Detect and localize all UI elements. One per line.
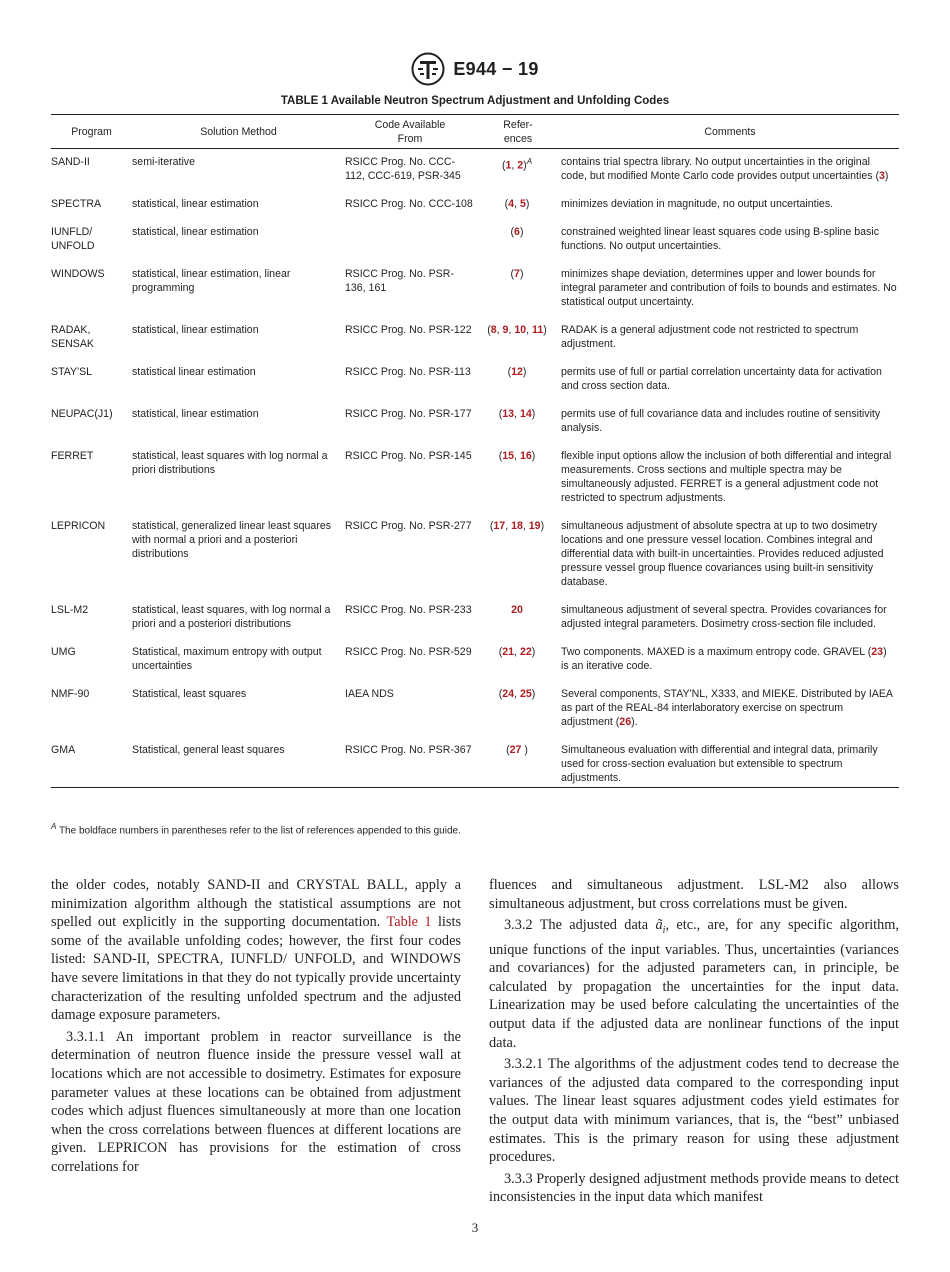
code-cell: RSICC Prog. No. PSR-177 [345,408,472,420]
comment-text: contains trial spectra library. No output uncertainties in the original code, but modified Monte Carlo code provides output uncertainties ( [561,156,879,182]
refs-cell: (15, 16) [498,450,536,462]
comments-cell [561,267,899,323]
paragraph-text: fluences and simultaneous adjustment. LSL-M2 also allows simultaneous adjustment, but cross correlations must be given. [489,877,899,912]
method-cell: statistical, least squares, with log normal a priori and a posteriori distributions [132,604,331,630]
reference-number: 11 [532,324,544,336]
comment-text: minimizes deviation in magnitude, no output uncertainties. [561,198,834,210]
comment-text: Simultaneous evaluation with differential and integral data, primarily used for cross-section evaluation but extensible to spectrum adjustments. [561,744,878,784]
comment-text: permits use of full covariance data and includes routine of sensitivity analysis. [561,408,881,434]
reference-number: 18 [511,520,523,532]
codes-table [51,114,899,788]
reference-number: 16 [519,450,532,462]
footnote-ref: A [526,157,533,166]
program-cell: SPECTRA [51,198,102,210]
refs-cell: (1, 2)$^A$ [501,157,533,172]
program-cell: RADAK, SENSAK [51,324,94,350]
program-cell: IUNFLD/ UNFOLD [51,226,95,252]
reference-number: 12 [511,366,523,378]
reference-number: 6 [514,226,520,238]
reference-number: 19 [528,520,541,532]
refs-cell: (27 ) [475,743,561,788]
method-cell: semi-iterative [132,156,195,168]
refs-cell: (12) [507,366,527,378]
program-cell: NMF-90 [51,688,90,700]
program-cell: UMG [51,646,76,658]
comments-cell [561,519,899,603]
reference-number: 13 [502,408,515,420]
header-code-line2: From [397,133,423,145]
reference-number: 7 [514,268,520,280]
reference-number: 22 [519,646,532,658]
header-code [345,115,475,149]
code-cell: RSICC Prog. No. PSR-113 [345,366,471,378]
reference-number: 14 [519,408,532,420]
comment-text: ) is an iterative code. [561,646,887,672]
comments-cell [561,687,899,743]
table-row [51,149,899,198]
footnote-text: The boldface numbers in parentheses refer to the list of references appended to this guide. [58,825,461,837]
table-row [51,197,899,225]
header-method: Solution Method [132,115,345,149]
page-number: 3 [471,1220,479,1235]
reference-number: 9 [502,324,509,336]
reference-number: 1 [505,159,512,172]
paragraph [51,1028,461,1177]
reference-number: 8 [490,324,497,336]
comments-cell [561,743,899,788]
reference-number: 25 [519,688,532,700]
comments-cell [561,603,899,645]
paragraph-text: the older codes, notably SAND-II and CRYSTAL BALL, apply a minimization algorithm although the statistical assumptions are not spelled out explicitly in the supporting documentation. [51,877,461,931]
paragraph [51,876,461,1025]
comments-cell [561,149,899,198]
refs-cell: (24, 25) [498,688,536,700]
method-cell: statistical, least squares with log normal a priori distributions [132,450,328,476]
program-cell: FERRET [51,450,94,462]
reference-number: 3 [879,170,885,182]
method-cell: Statistical, general least squares [132,743,345,788]
code-cell: RSICC Prog. No. CCC-112, CCC-619, PSR-345 [345,156,461,182]
program-cell: STAY'SL [51,366,93,378]
table-row [51,603,899,645]
refs-cell: (8, 9, 10, 11) [487,324,547,336]
reference-number: 24 [502,688,515,700]
header-code-line1: Code Available [374,119,446,131]
reference-number: 23 [871,646,884,658]
refs-cell: (13, 14) [498,408,536,420]
table-row [51,267,899,323]
table-row [51,225,899,267]
method-cell: statistical linear estimation [132,366,256,378]
reference-number: 21 [502,646,515,658]
refs-cell: (17, 18, 19) [489,520,545,532]
program-cell: LSL-M2 [51,604,89,616]
code-cell: RSICC Prog. No. PSR-233 [345,604,472,616]
reference-number: 5 [519,198,526,210]
reference-number: 17 [493,520,506,532]
method-cell: statistical, linear estimation [132,324,259,336]
paragraph-text: 3.3.3 Properly designed adjustment methods provide means to detect inconsistencies in the input data which manifest [489,1170,899,1206]
table-row [51,365,899,407]
header-refs-line2: ences [503,133,533,145]
comment-text: ) [884,170,889,182]
table-body [51,149,899,788]
reference-number: 2 [517,159,524,172]
comments-cell [561,323,899,365]
refs-cell: (4, 5) [504,198,530,210]
comment-text: flexible input options allow the inclusion of both differential and integral measurements. Cross sections and multiple spectra may be simultaneously adjusted. FERRET is a general adjustment code not restricted to spectrum adjustments. [561,450,892,504]
reference-number: 4 [508,198,515,210]
reference-number: 15 [502,450,515,462]
table-row [51,645,899,687]
footnote-marker: A [51,822,57,831]
paragraph-text: , etc., are, for any specific algorithm, unique functions of the input variables. Thus, uncertainties (variances and covariances) for the adjusted parameters can, in principle, be calculated by propagation the uncertainties for the input data. Linearization may be used before calculating the uncertainties of the output data if the adjusted data are nonlinear functions of the input data. [489,917,899,1051]
comment-text: Several components, STAY'NL, X333, and MIEKE. Distributed by IAEA as part of the REAL-84 interlaboratory exercise on spectrum adjustment ( [561,688,893,728]
header-refs-line1: Refer- [503,119,533,131]
table-footnote [51,822,461,836]
code-cell: RSICC Prog. No. CCC-108 [345,198,473,210]
header-refs [475,115,561,149]
reference-number: 26 [619,716,632,728]
refs-cell [475,603,561,645]
comments-cell [561,645,899,687]
method-cell: statistical, linear estimation [132,226,259,238]
header-program: Program [51,115,132,149]
method-cell: statistical, linear estimation, linear programming [132,268,291,294]
comments-cell [561,449,899,519]
paragraph [489,1170,899,1207]
comment-text: minimizes shape deviation, determines upper and lower bounds for integral parameter and contribution of foils to bounds and estimates. No statistical output uncertainty. [561,268,897,308]
comments-cell [561,365,899,407]
method-cell: statistical, linear estimation [132,408,259,420]
program-cell: WINDOWS [51,268,105,280]
code-cell: RSICC Prog. No. PSR-367 [345,743,475,788]
table-row [51,449,899,519]
comment-text: simultaneous adjustment of several spectra. Provides covariances for adjusted integral parameters. Dosimetry cross-section file included. [561,604,887,630]
standard-designation: E944 − 19 [453,58,539,79]
code-cell: IAEA NDS [345,688,394,700]
paragraph-text: 3.3.1.1 An important problem in reactor surveillance is the determination of neutron fluence inside the pressure vessel wall at locations which are not accessible to dosimetry. Estimates for exposure parameter values at these locations can be obtained from adjustment codes which adjust fluences simultaneously at more than one location when the cross correlations between fluences at different locations are given. LEPRICON has provisions for the estimation of cross correlations for [51,1028,461,1175]
table-row [51,743,899,788]
table-row [51,519,899,603]
paragraph-text: lists some of the available unfolding codes; however, the first four codes listed: SAND-II, SPECTRA, IUNFLD/ UNFOLD, and WINDOWS have severe limitations in that they do not typically provide uncertainty characterization of the resulting unfolded spectrum and the adjusted damage exposure parameters. [51,914,462,1024]
paragraph-text: 3.3.2 The adjusted data [504,917,656,934]
comment-text: Two components. MAXED is a maximum entropy code. GRAVEL ( [561,646,872,658]
comment-text: simultaneous adjustment of absolute spectra at up to two dosimetry locations and one pressure vessel location. Combines integral and differential data with built-in uncertainties. Provides reduced adjusted pressure vessel group fluence covariances using built-in sensitivity database. [561,520,884,588]
code-cell: RSICC Prog. No. PSR-277 [345,520,472,532]
comment-text: constrained weighted linear least squares code using B-spline basic functions. No output uncertainties. [561,226,879,252]
method-cell: statistical, linear estimation [132,198,259,210]
code-cell [345,225,475,267]
code-cell: RSICC Prog. No. PSR-136, 161 [345,268,454,294]
paragraph [489,916,899,1052]
page-header [0,52,950,86]
program-cell: SAND-II [51,156,90,168]
code-cell: RSICC Prog. No. PSR-122 [345,324,472,336]
comments-cell [561,407,899,449]
method-cell: statistical, generalized linear least squares with normal a priori and a posteriori distributions [132,520,332,560]
program-cell: NEUPAC(J1) [51,408,113,420]
subscript-index: i [662,925,666,937]
refs-cell: (7) [510,268,524,280]
astm-logo-icon [411,52,445,86]
table-row [51,407,899,449]
refs-cell: (21, 22) [498,646,536,658]
program-cell: GMA [51,743,132,788]
comment-text: RADAK is a general adjustment code not restricted to spectrum adjustment. [561,324,859,350]
refs-cell: (6) [510,226,524,238]
comment-text: permits use of full or partial correlation uncertainty data for activation and cross section data. [561,366,882,392]
math-symbol: ã [655,917,663,934]
table-row [51,323,899,365]
reference-number: 10 [514,324,527,336]
comments-cell [561,225,899,267]
method-cell: Statistical, least squares [132,688,247,700]
table-row [51,687,899,743]
table-header-row [51,115,899,149]
header-comments: Comments [561,115,899,149]
body-right-column [489,876,899,1207]
program-cell: LEPRICON [51,520,106,532]
code-cell: RSICC Prog. No. PSR-529 [345,646,472,658]
reference-number: 27 [509,744,522,756]
paragraph [489,876,899,913]
comment-text: ). [631,716,638,728]
paragraph [489,1055,899,1167]
method-cell: Statistical, maximum entropy with output uncertainties [132,646,322,672]
paragraph-text: 3.3.2.1 The algorithms of the adjustment codes tend to decrease the variances of the adjusted data compared to the corresponding input values. The linear least squares adjustment codes yield estimates for the output data with minimum variances, that is, the “best” unbiased estimates. This is the primary reason for using these adjustment procedures. [489,1056,899,1166]
comments-cell [561,197,899,225]
reference-number: 20 [511,604,523,616]
body-left-column [51,876,461,1177]
table-link[interactable]: Table 1 [386,914,432,931]
table-title: TABLE 1 Available Neutron Spectrum Adjustment and Unfolding Codes [280,95,670,107]
code-cell: RSICC Prog. No. PSR-145 [345,450,472,462]
